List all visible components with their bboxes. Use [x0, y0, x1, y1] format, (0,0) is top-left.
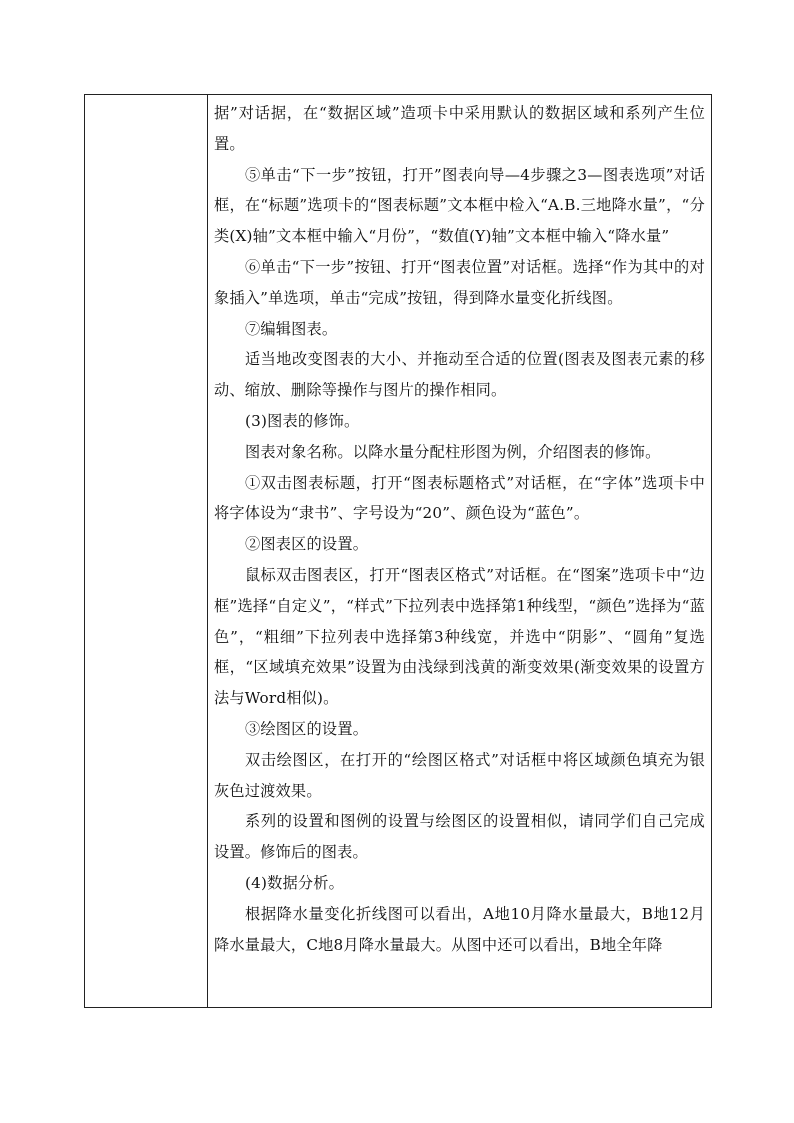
paragraph: ⑤单击“下一步”按钮，打开”图表向导—4步骤之3—图表选项”对话框，在“标题”选项卡的“图表标题”文本框中检入“A.B.三地降水量”，“分类(X)轴”文本框中输入“月份”，“数值(Y)轴”文本框中输入“降水量”	[214, 165, 705, 246]
paragraph: 图表对象名称。以降水量分配柱形图为例，介绍图表的修饰。	[245, 442, 661, 461]
paragraph: (3)图表的修饰。	[245, 411, 360, 430]
paragraph: 系列的设置和图例的设置与绘图区的设置相似，请同学们自己完成设置。修饰后的图表。	[214, 812, 705, 862]
table-row	[85, 95, 712, 1008]
paragraph: 适当地改变图表的大小、并拖动至合适的位置(图表及图表元素的移动、缩放、删除等操作与图片的操作相同。	[214, 350, 705, 400]
paragraph: 根据降水量变化折线图可以看出，A地10月降水量最大，B地12月降水量最大，C地8月降水量最大。从图中还可以看出，B地全年降	[214, 904, 705, 954]
document-body	[208, 95, 711, 960]
paragraph: 鼠标双击图表区，打开“图表区格式”对话框。在“图案”选项卡中“边框”选择“自定义”，“样式”下拉列表中选择第1种线型，“颜色”选择为“蓝色”，“粗细”下拉列表中选择第3种线宽，并选中“阴影”、“圆角”复选框，“区域填充效果”设置为由浅绿到浅黄的渐变效果(渐变效果的设置方法与Word相似)。	[214, 565, 705, 708]
table-right-cell	[208, 95, 712, 1008]
table-left-cell	[85, 95, 208, 1008]
paragraph: 双击绘图区，在打开的“绘图区格式”对话框中将区域颜色填充为银灰色过渡效果。	[214, 750, 705, 800]
paragraph: ①双击图表标题，打开“图表标题格式”对话框，在“字体”选项卡中将字体设为“隶书”、字号设为“20”、颜色设为“蓝色”。	[214, 473, 705, 523]
paragraph: ⑦编辑图表。	[245, 319, 338, 338]
paragraph: 据”对话据，在“数据区域”造项卡中采用默认的数据区域和系列产生位置。	[214, 104, 705, 153]
paragraph: ⑥单击“下一步”按钮、打开“图表位置”对话框。选择“作为其中的对象插入”单选项，单击“完成”按钮，得到降水量变化折线图。	[214, 257, 705, 307]
content-table	[84, 94, 712, 1008]
paragraph: ③绘图区的设置。	[245, 719, 369, 738]
paragraph: ②图表区的设置。	[245, 535, 369, 554]
paragraph: (4)数据分析。	[245, 873, 345, 892]
